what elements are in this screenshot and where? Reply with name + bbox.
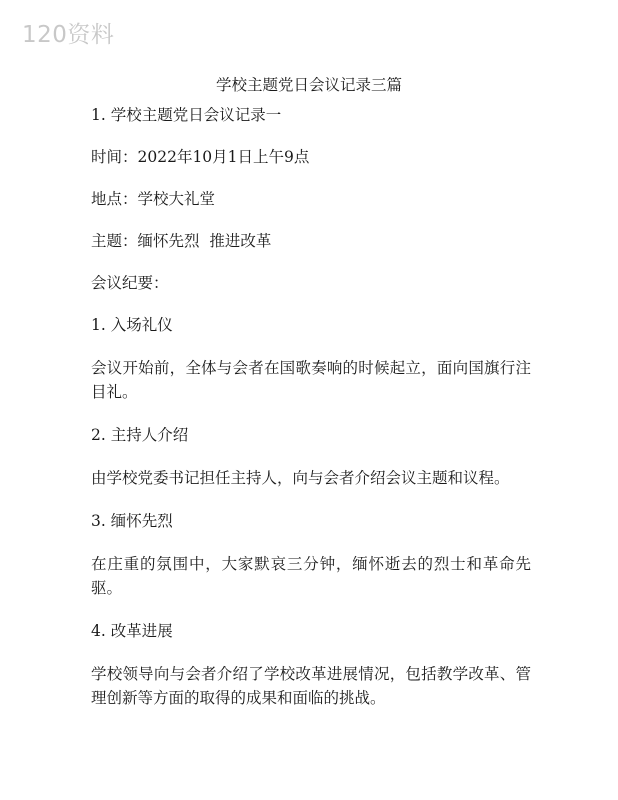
meeting-place: 地点：学校大礼堂 — [91, 190, 216, 208]
minutes-label: 会议纪要： — [91, 274, 169, 292]
document-body — [91, 104, 531, 730]
record-heading: 1. 学校主题党日会议记录一 — [91, 106, 282, 124]
section-heading: 2. 主持人介绍 — [91, 426, 189, 444]
section-heading: 1. 入场礼仪 — [91, 316, 173, 334]
watermark-logo: 120资料 — [22, 22, 115, 48]
section-body: 学校领导向与会者介绍了学校改革进展情况，包括教学改革、管理创新等方面的取得的成果和面临的挑战。 — [91, 665, 531, 707]
section-body: 由学校党委书记担任主持人，向与会者介绍会议主题和议程。 — [91, 469, 510, 487]
section-body: 在庄重的氛围中，大家默哀三分钟，缅怀逝去的烈士和革命先驱。 — [91, 555, 531, 597]
section-heading: 4. 改革进展 — [91, 622, 173, 640]
meeting-theme: 主题：缅怀先烈 推进改革 — [91, 232, 272, 250]
document-title: 学校主题党日会议记录三篇 — [215, 76, 402, 94]
section-heading: 3. 缅怀先烈 — [91, 512, 173, 530]
section-body: 会议开始前，全体与会者在国歌奏响的时候起立，面向国旗行注目礼。 — [91, 359, 531, 401]
meeting-time: 时间：2022年10月1日上午9点 — [91, 148, 310, 166]
